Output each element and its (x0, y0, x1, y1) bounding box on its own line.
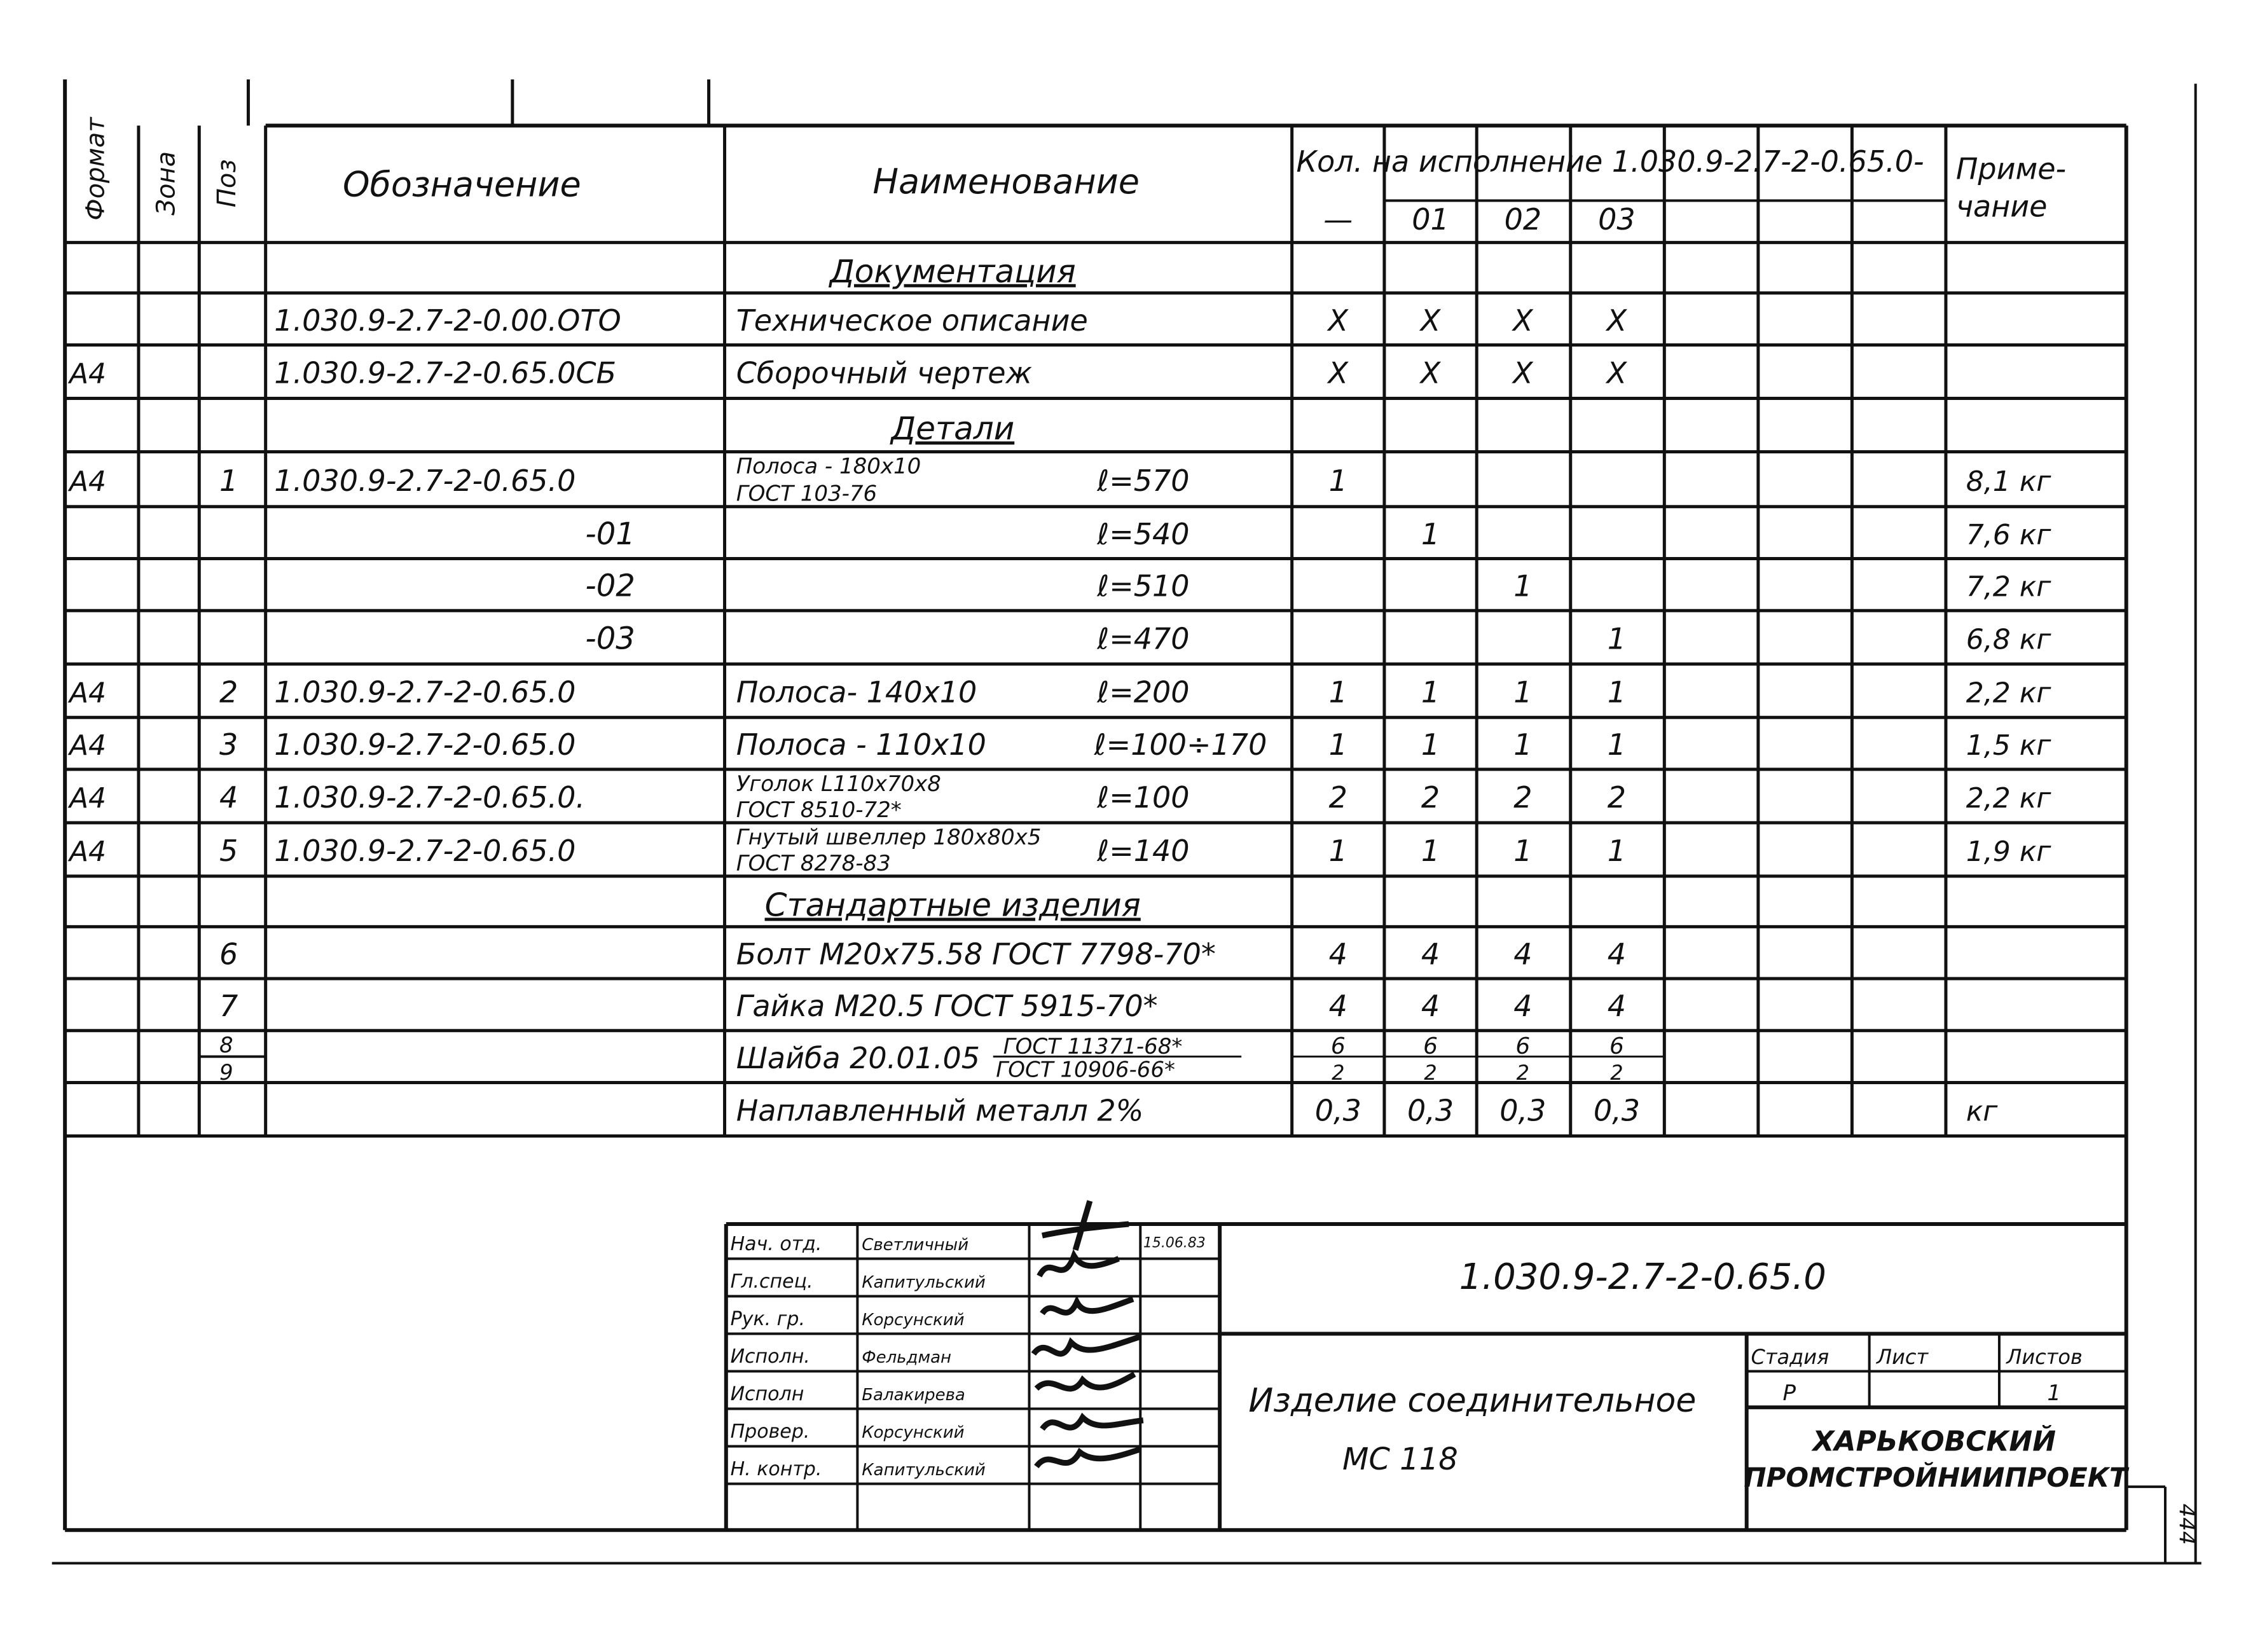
row-qty: 1 (1421, 727, 1440, 762)
row-note: 1,9 кг (1966, 836, 2051, 869)
header-note-1: Приме- (1955, 151, 2067, 186)
role-label: Провер. (730, 1420, 810, 1443)
person-name: Капитульский (862, 1272, 986, 1292)
row-qty: 6 (1330, 1033, 1346, 1060)
row-format: А4 (69, 677, 107, 710)
signature-3 (1042, 1299, 1133, 1314)
row-qty: 4 (1421, 937, 1440, 972)
role-label: Рук. гр. (730, 1307, 806, 1330)
row-pos: 7 (219, 989, 238, 1024)
row-qty: X (1420, 303, 1441, 338)
row-qty: 1 (1607, 621, 1627, 656)
row-name: Гнутый швеллер 180х80х5 (736, 824, 1042, 850)
row-format: А4 (69, 836, 107, 869)
row-qty: 0,3 (1314, 1093, 1361, 1128)
row-qty: 2 (1610, 1060, 1623, 1085)
row-length: ℓ=540 (1097, 516, 1190, 551)
row-qty: X (1606, 303, 1627, 338)
row-format: А4 (69, 357, 107, 390)
header-variant-3: 03 (1598, 202, 1636, 237)
row-gost: ГОСТ 11371-68* (1003, 1034, 1183, 1060)
stage-label: Стадия (1751, 1345, 1829, 1370)
person-name: Фельдман (862, 1347, 952, 1367)
header-note-2: чание (1955, 189, 2048, 224)
row-qty: 4 (1421, 989, 1440, 1024)
row-qty: 4 (1607, 937, 1627, 972)
header-variant-0: — (1323, 202, 1353, 237)
sheet-label: Лист (1877, 1345, 1929, 1370)
person-name: Капитульский (862, 1460, 986, 1480)
row-qty: 6 (1423, 1033, 1438, 1060)
person-name: Балакирева (862, 1385, 965, 1405)
row-note: 6,8 кг (1966, 623, 2051, 656)
row-designation: -03 (585, 621, 635, 657)
doc-number: 1.030.9-2.7-2-0.65.0 (1459, 1256, 1826, 1298)
row-qty: 1 (1607, 834, 1627, 869)
row-designation: 1.030.9-2.7-2-0.00.ОТО (274, 303, 621, 338)
row-qty: X (1328, 355, 1349, 390)
row-note: 2,2 кг (1966, 782, 2051, 815)
row-qty: X (1328, 303, 1349, 338)
section-heading: Документация (829, 252, 1076, 290)
role-label: Н. контр. (730, 1457, 822, 1480)
row-note: 2,2 кг (1966, 677, 2051, 710)
org-name: ХАРЬКОВСКИЙ (1812, 1425, 2057, 1458)
row-qty: X (1606, 355, 1627, 390)
product-code: МС 118 (1342, 1441, 1458, 1477)
row-pos: 8 (219, 1032, 233, 1058)
header-qty-title: Кол. на исполнение 1.030.9-2.7-2-0.65.0- (1296, 144, 1924, 179)
row-pos: 5 (219, 834, 238, 869)
row-length: ℓ=510 (1097, 568, 1190, 603)
row-length: ℓ=100÷170 (1094, 727, 1267, 762)
row-length: ℓ=470 (1097, 621, 1190, 656)
row-designation: -02 (585, 568, 635, 604)
row-qty: 6 (1515, 1033, 1531, 1060)
row-designation: 1.030.9-2.7-2-0.65.0СБ (274, 355, 617, 390)
row-qty: 1 (1328, 727, 1347, 762)
row-pos: 9 (219, 1059, 233, 1085)
row-name: ГОСТ 8510-72* (736, 797, 902, 823)
row-note: 7,6 кг (1966, 518, 2051, 551)
row-designation: -01 (585, 516, 635, 552)
row-name: Сборочный чертеж (736, 355, 1032, 390)
signature-5 (1037, 1374, 1134, 1389)
row-note: 7,2 кг (1966, 570, 2051, 603)
row-qty: 4 (1328, 937, 1347, 972)
row-qty: 1 (1513, 568, 1533, 603)
row-name: Полоса- 140х10 (736, 675, 977, 710)
row-gost: ГОСТ 10906-66* (996, 1057, 1176, 1083)
row-length: ℓ=140 (1097, 834, 1190, 869)
header-format: Формат (81, 117, 111, 221)
row-qty: 1 (1513, 675, 1533, 710)
sign-date: 15.06.83 (1143, 1235, 1206, 1251)
row-name: ГОСТ 8278-83 (736, 850, 891, 876)
section-heading: Стандартные изделия (764, 886, 1141, 924)
row-qty: 2 (1516, 1060, 1530, 1085)
row-name: Полоса - 180х10 (736, 453, 921, 479)
role-label: Гл.спец. (730, 1270, 813, 1293)
row-qty: 1 (1421, 675, 1440, 710)
stage-value: Р (1782, 1380, 1796, 1406)
header-variant-2: 02 (1504, 202, 1542, 237)
header-designation: Обозначение (343, 164, 581, 205)
row-qty: X (1420, 355, 1441, 390)
row-qty: 2 (1421, 780, 1440, 815)
row-format: А4 (69, 729, 107, 762)
row-designation: 1.030.9-2.7-2-0.65.0. (274, 780, 586, 815)
row-qty: 4 (1513, 989, 1533, 1024)
header-name: Наименование (872, 162, 1140, 202)
row-pos: 3 (219, 727, 238, 762)
person-name: Корсунский (862, 1422, 965, 1442)
sheets-value: 1 (2047, 1380, 2062, 1406)
row-qty: 1 (1513, 834, 1533, 869)
row-pos: 4 (219, 780, 238, 815)
row-designation: 1.030.9-2.7-2-0.65.0 (274, 675, 576, 710)
row-qty: 2 (1607, 780, 1627, 815)
row-qty: 2 (1328, 780, 1347, 815)
row-qty: 1 (1421, 834, 1440, 869)
row-length: ℓ=570 (1097, 463, 1190, 498)
signature-6 (1042, 1417, 1143, 1429)
row-qty: 1 (1328, 675, 1347, 710)
org-name: ПРОМСТРОЙНИИПРОЕКТ (1744, 1462, 2128, 1494)
person-name: Светличный (862, 1235, 969, 1255)
row-qty: 1 (1421, 516, 1440, 551)
row-name: ГОСТ 103-76 (736, 481, 878, 507)
row-note: 8,1 кг (1966, 465, 2051, 498)
row-format: А4 (69, 782, 107, 815)
row-name: Гайка М20.5 ГОСТ 5915-70* (736, 989, 1158, 1024)
row-qty: X (1513, 355, 1533, 390)
row-qty: 2 (1513, 780, 1533, 815)
sheets-label: Листов (2006, 1345, 2083, 1370)
row-qty: 2 (1332, 1060, 1345, 1085)
header-zone: Зона (151, 151, 181, 216)
row-length: ℓ=100 (1097, 780, 1190, 815)
row-designation: 1.030.9-2.7-2-0.65.0 (274, 727, 576, 762)
row-qty: 4 (1328, 989, 1347, 1024)
row-qty: 4 (1513, 937, 1533, 972)
row-pos: 2 (219, 675, 238, 710)
role-label: Исполн. (730, 1345, 810, 1368)
row-qty: 0,3 (1407, 1093, 1454, 1128)
row-name: Шайба 20.01.05 (736, 1040, 980, 1075)
row-qty: 6 (1609, 1033, 1624, 1060)
row-note: 1,5 кг (1966, 729, 2051, 762)
row-name: Полоса - 110х10 (736, 727, 986, 762)
row-qty: 4 (1607, 989, 1627, 1024)
row-designation: 1.030.9-2.7-2-0.65.0 (274, 463, 576, 498)
product-title: Изделие соединительное (1248, 1382, 1697, 1421)
row-pos: 6 (219, 937, 238, 972)
signature-4 (1033, 1337, 1140, 1354)
row-length: ℓ=200 (1097, 675, 1190, 710)
row-qty: 1 (1607, 675, 1627, 710)
role-label: Нач. отд. (730, 1232, 822, 1255)
person-name: Корсунский (862, 1310, 965, 1330)
header-variant-1: 01 (1412, 202, 1449, 237)
row-qty: X (1513, 303, 1533, 338)
row-qty: 0,3 (1593, 1093, 1640, 1128)
row-name: Болт М20х75.58 ГОСТ 7798-70* (736, 937, 1216, 972)
page-number: 444 (2174, 1503, 2200, 1545)
role-label: Исполн (730, 1382, 804, 1405)
row-name: Техническое описание (736, 303, 1088, 338)
signature-7 (1037, 1449, 1140, 1466)
row-qty: 1 (1607, 727, 1627, 762)
table-text (67, 116, 2200, 1545)
row-pos: 1 (219, 463, 238, 498)
row-name: Наплавленный металл 2% (736, 1093, 1144, 1128)
row-qty: 2 (1424, 1060, 1437, 1085)
row-format: А4 (69, 465, 107, 498)
row-qty: 1 (1328, 834, 1347, 869)
row-qty: 1 (1513, 727, 1533, 762)
section-heading: Детали (891, 410, 1015, 448)
row-qty: 1 (1328, 463, 1347, 498)
header-pos: Поз (212, 159, 242, 208)
row-note: кг (1966, 1095, 1998, 1128)
row-name: Уголок L110х70х8 (736, 771, 941, 797)
row-designation: 1.030.9-2.7-2-0.65.0 (274, 834, 576, 869)
row-qty: 0,3 (1499, 1093, 1547, 1128)
